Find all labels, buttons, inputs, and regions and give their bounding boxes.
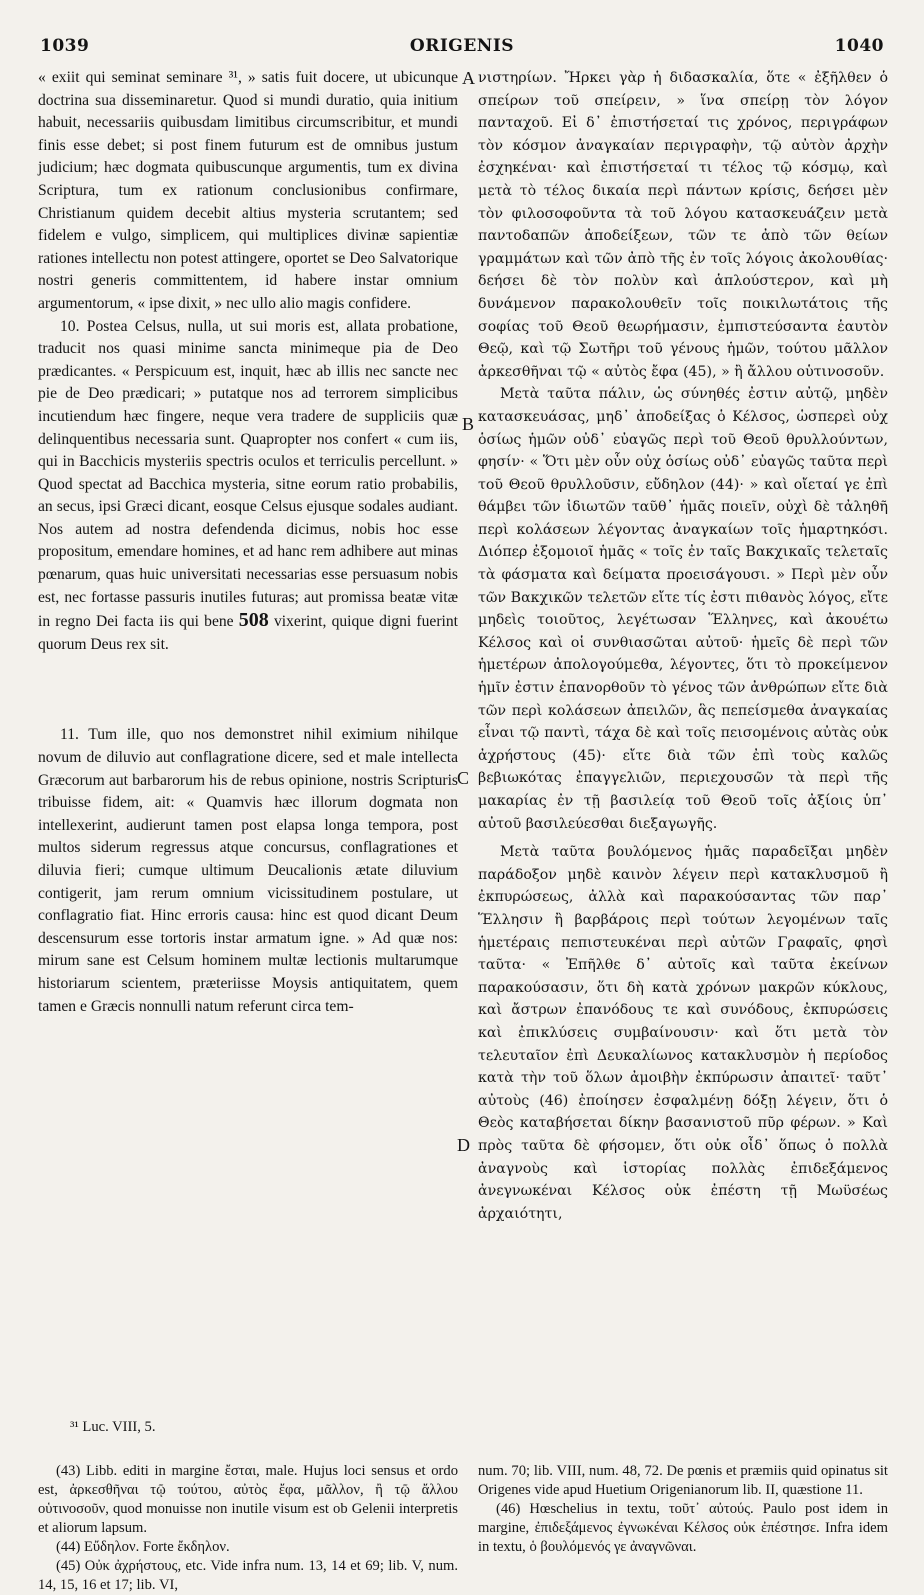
left-footnotes [38,1462,458,1595]
greek-column [478,67,888,1225]
footnote-44: (44) Εὔδηλον. Forte ἔκδηλον. [56,1539,230,1555]
running-title: ORIGENIS [409,36,515,56]
latin-paragraph-2-text: 10. Postea Celsus, nulla, ut sui moris est, allata probatione, traducit nos quasi minime sancta minimeque pia de Deo prædicantes. « Perspicuum est, inquit, hæc ab illis nec sancte nec pie de Deo prædicari; » putatque nos ad terrorem simplicibus incutiendum hæc fingere, neque vera tradere de suppliciis quæ delinquentibus necessaria sunt. Quapropter nos confert « cum iis, qui in Bacchicis mysteriis spectris oculos et terriculis percellunt. » Quod spectat ad Bacchica mysteria, sitne eorum ratio probabilis, an secus, ipsi Græci dicant, eosque Celsus ejusque sodales audiant. Nos autem ad nostra defendenda dicimus, nobis hoc esse propositum, emendare homines, et ad hanc rem adhibere aut minas pœnarum, quas huic universitati necessarias esse persuasum nobis est, nec fortasse passuris inutiles futuras; aut promissa beatæ vitæ in regno Dei facta iis qui bene [38,317,458,631]
latin-column [38,67,458,1018]
section-marker-a: A [462,68,475,88]
left-page-number: 1039 [40,36,90,56]
latin-paragraph-1: « exiit qui seminat seminare ³¹, » satis fuit docere, ut ubicunque doctrina sua disseminaretur. Quod si mundi duratio, quia initium habuit, necessariis quibusdam limitibus circumscribitur, et mundi finis esse debet; si post finem futurum est de omnibus justum judicium; hæc dogmata quibuscunque argumentis, tum ex divina Scriptura, tum ex rationum conclusionibus confirmare, Christianum quidem decebit altius mysteria scrutantem; sed fidelem e vulgo, simplicem, qui multiplices divinæ sapientiæ rationes intellectu non potest attingere, oportet se Deo Salvatorique nostri generis committentem, id habere instar omnium argumentorum, « ipse dixit, » nec ullo alio magis confidere. [38,69,458,312]
section-gap [38,656,458,724]
column-number-bold: 508 [238,609,269,632]
scripture-reference-footnote [52,1418,432,1437]
greek-paragraph-3: Μετὰ ταῦτα βουλόμενος ἡμᾶς παραδεῖξαι μηδὲν παράδοξον μηδὲ καινὸν λέγειν περὶ κατακλυσμοῦ ἢ ἐκπυρώσεως, ἀλλὰ καὶ παρακούσαντας τῶν παρ᾽ Ἕλλησιν ἢ βαρβάροις περὶ τούτων λεγομένων ταῖς ἡμετέραις πεπιστευκέναι περὶ αὐτῶν Γραφαῖς, φησὶ ταῦτα· « Ἐπῆλθε δ᾽ αὐτοῖς καὶ ταῦτα ἐκείνων παρακούσασιν, ὅτι δὴ κατὰ χρόνων μακρῶν κύκλους, καὶ ἄστρων ἐπανόδους τε καὶ συνόδους, ἐκπυρώσεις καὶ ἐπικλύσεις συμβαίνουσιν· καὶ ὅτι μετὰ τὸν τελευταῖον ἐπὶ Δευκαλίωνος κατακλυσμὸν ἡ περίοδος κατὰ τὴν τοῦ ὅλων ἀμοιβὴν ἐκπύρωσιν ἀπαιτεῖ· ταῦτ᾽ αὐτοὺς (46) ἐποίησεν ἐσφαλμένῃ δόξῃ λέγειν, ὅτι ὁ Θεὸς καταβήσεται δίκην βασανιστοῦ πῦρ φέρων. » Καὶ πρὸς ταῦτα δὲ φήσομεν, ὅτι οὐκ οἶδ᾽ ὅπως ὁ πολλὰ ἀναγνοὺς καὶ ἱστορίας πολλὰς ἐπιδεξάμενος ἀνεγνωκέναι Κέλσος οὐκ ἐπέστη τῇ Μωϋσέως ἀρχαιότητι, [478,844,888,1222]
footnote-43: (43) Libb. editi in margine ἔσται, male. Hujus loci sensus et ordo est, ἀρκεσθῆναι τῷ τούτου, αὐτὸς ἔφα, μᾶλλον, ἢ τῷ ἄλλου οὑτινοσοῦν, quod monuisse non inutile visum est ob Gelenii interpretis et aliorum lapsum. [38,1463,458,1536]
latin-paragraph-2 [38,316,458,657]
footnote-45: (45) Οὐκ ἀχρήστους, etc. Vide infra num. 13, 14 et 69; lib. V, num. 14, 15, 16 et 17; lib. VI, [38,1558,458,1593]
latin-paragraph-2-end: vixerint, quique digni fuerint quorum Deus rex sit. [38,613,458,653]
footnote-45-continued: num. 70; lib. VIII, num. 48, 72. De pœnis et præmiis quid opinatus sit Origenes vide apud Huetium Origenianorum lib. II, quæstione 11. [478,1463,888,1498]
latin-paragraph-3: 11. Tum ille, quo nos demonstret nihil eximium nihilque novum de diluvio aut conflagratione dicere, sed et male intellecta Græcorum aut barbarorum his de rebus opinione, nostris Scripturis tribuisse fidem, ait: « Quamvis hæc illorum dogmata non intellexerint, audierunt tamen post elapsa longa tempora, post multos siderum regressus atque concursus, conflagrationes et diluvia fieri; cumque ultimum Deucalionis ætate diluvium contigerit, jam rerum omnium vicissitudinem postulare, ut conflagratio fiat. Hinc erroris causa: hinc est quod dicant Deum descensurum esse tortoris instar armatum igne. » Ad quæ nos: mirum sane est Celsum hominem multæ lectionis multarumque historiarum scientem, præteriisse Moysis antiquitatem, quem tamen e Græcis nonnulli natum referunt circa tem- [38,726,458,1015]
footnote-46: (46) Hœschelius in textu, τοῦτ᾽ αὐτούς. Paulo post idem in margine, ἐπιδεξάμενος ἐγνωκέναι Κέλσος οὐκ ἐπέστησε. Infra idem in textu, ὁ βουλόμενός γε ἀναγνῶναι. [478,1501,888,1555]
right-page-number: 1040 [834,36,884,56]
section-marker-c: C [457,768,470,788]
section-marker-d: D [457,1135,470,1155]
footnote-31: ³¹ Luc. VIII, 5. [70,1419,156,1435]
section-marker-b: B [462,414,475,434]
greek-paragraph-2: Μετὰ ταῦτα πάλιν, ὡς σύνηθές ἐστιν αὐτῷ, μηδὲν κατασκευάσας, μηδ᾽ ἀποδείξας ὁ Κέλσος, ὡσπερεὶ οὐχ ὁσίως ἡμῶν οὐδ᾽ εὐαγῶς περὶ τοῦ Θεοῦ θρυλλούντων, φησίν· « Ὅτι μὲν οὖν οὐχ ὁσίως οὐδ᾽ εὐαγῶς ταῦτα περὶ τοῦ Θεοῦ θρυλλοῦσιν, εὔδηλον (44)· » καὶ οἴεταί γε ἐπὶ θάμβει τῶν ἰδιωτῶν ταῦθ᾽ ἡμᾶς ποιεῖν, οὐχὶ δὲ τἀληθῆ περὶ κολάσεων λέγοντας ἀναγκαίων τοῖς ἡμαρτηκόσι. Διόπερ ἐξομοιοῖ ἡμᾶς « τοῖς ἐν ταῖς Βακχικαῖς τελεταῖς τὰ φάσματα καὶ δείματα προεισάγουσι. » Περὶ μὲν οὖν τῶν Βακχικῶν τελετῶν εἴτε τίς ἐστι πιθανὸς λόγος, εἴτε μηδεὶς τοιοῦτος, λεγέτωσαν Ἕλληνες, καὶ ἀκουέτω Κέλσος καὶ οἱ συνθιασῶται αὐτοῦ· ἡμεῖς δὲ περὶ τῶν ἡμετέρων ἀπολογούμεθα, λέγοντες, ὅτι τὸ προκείμενον ἡμῖν ἐστιν ἐπανορθοῦν τὸ γένος τῶν ἀνθρώπων εἴτε διὰ τῶν περὶ κολάσεων ἀπειλῶν, ἃς πεπείσμεθα ἀναγκαίας εἶναι τῷ παντὶ, τάχα δὲ καὶ τοῖς πεισομένοις αὐτὰς οὐκ ἀχρήστους (45)· εἴτε διὰ τῶν ἐπὶ τοὺς καλῶς βεβιωκότας ἐπαγγελιῶν, περιεχουσῶν τὰ περὶ τῆς μακαρίας ἐν τῇ βασιλείᾳ τοῦ Θεοῦ τοῖς ἀξίοις ὑπ᾽ αὐτοῦ βασιλεύεσθαι διεξαγωγῆς. [478,386,888,832]
right-footnotes [478,1462,888,1557]
greek-paragraph-1: νιστηρίων. Ἤρκει γὰρ ἡ διδασκαλία, ὅτε « ἐξῆλθεν ὁ σπείρων τοῦ σπείρειν, » ἵνα σπείρῃ τὸν λόγον πανταχοῦ. Εἰ δ᾽ ἐπιστήσεταί τις χρόνος, περιγράφων τὸν κόσμον ἀναγκαίαν περιγραφὴν, τῷ αὐτὸν ἀρχὴν ἐσχηκέναι· καὶ ἐπιστήσεταί τι τέλος τῷ κόσμῳ, καὶ μετὰ τὸ τέλος δικαία περὶ πάντων κρίσις, δεήσει μὲν τὸν φιλοσοφοῦντα τὰ τοῦ λόγου κατασκευάζειν μετὰ παντοδαπῶν ἀποδείξεων, τῶν τε ἀπὸ τῶν θείων γραμμάτων καὶ τῶν ἀπὸ τῆς ἐν τοῖς λόγοις ἀκολουθίας· δεήσει δὲ τὸν πολὺν καὶ ἁπλούστερον, καὶ μὴ δυνάμενον παρακολουθεῖν τοῖς ποικιλωτάτοις τῆς σοφίας τοῦ Θεοῦ θεωρήμασιν, ἐμπιστεύσαντα ἑαυτὸν Θεῷ, καὶ τῷ Σωτῆρι τοῦ γένους ἡμῶν, τούτου μᾶλλον ἀρκεσθῆναι τῷ « αὐτὸς ἔφα (45), » ἢ ἄλλου οὑτινοσοῦν. [478,70,888,380]
